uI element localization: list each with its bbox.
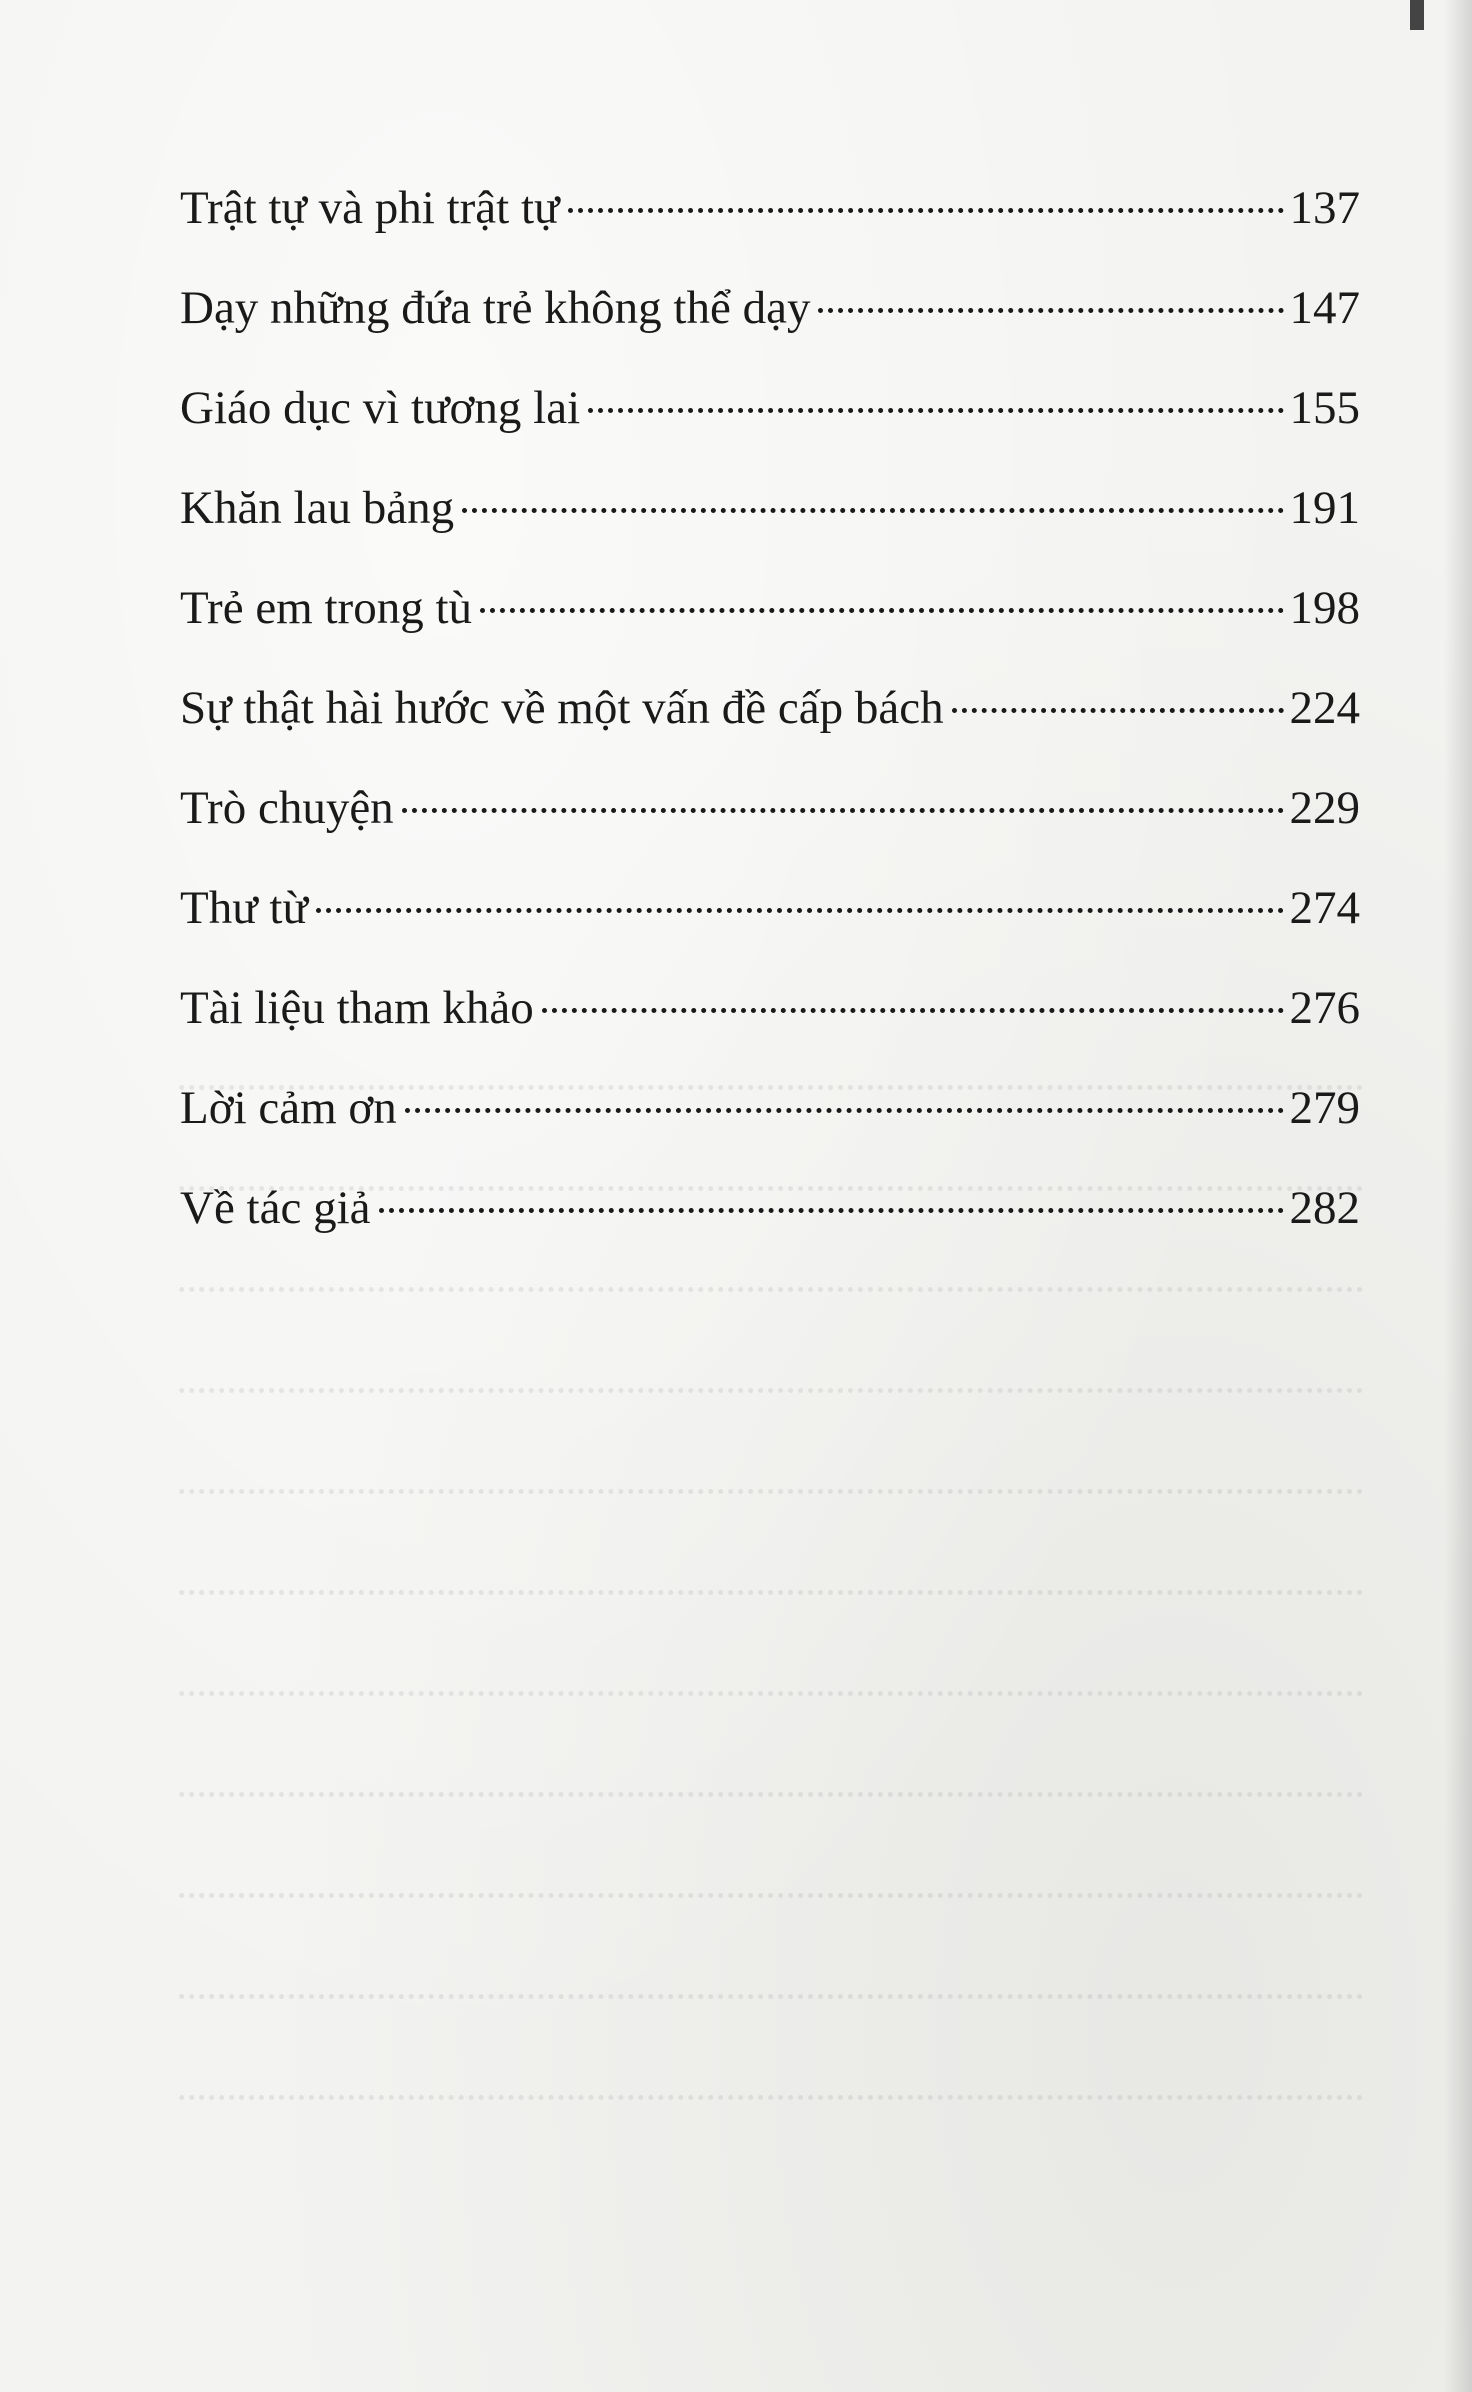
bleed-through-line [170,2105,1370,2206]
toc-leader-dots [379,1208,1284,1213]
toc-entry-page: 198 [1289,582,1360,634]
toc-entry-title: Trẻ em trong tù [180,582,473,634]
toc-entry-page: 137 [1289,182,1360,234]
bleed-through-line [170,1499,1370,1600]
toc-entry-page: 276 [1289,982,1360,1034]
toc-entry [180,158,1360,258]
toc-entry-page: 282 [1289,1182,1360,1234]
toc-leader-dots [462,508,1283,513]
toc-entry [180,558,1360,658]
toc-entry-page: 155 [1289,382,1360,434]
page-edge-shadow [1444,0,1472,2392]
toc-entry-page: 147 [1289,282,1360,334]
toc-entry [180,858,1360,958]
bleed-through-line [170,1398,1370,1499]
toc-entry-title: Lời cảm ơn [180,1082,397,1134]
toc-leader-dots [316,908,1284,913]
toc-entry-page: 229 [1289,782,1360,834]
toc-leader-dots [588,408,1283,413]
bleed-through-line [170,1903,1370,2004]
toc-leader-dots [405,1108,1284,1113]
toc-entry [180,958,1360,1058]
toc-entry-title: Trò chuyện [180,782,394,834]
toc-entry-page: 274 [1289,882,1360,934]
toc-leader-dots [952,708,1284,713]
toc-entry [180,458,1360,558]
toc-leader-dots [402,808,1284,813]
toc-leader-dots [568,208,1284,213]
toc-entry [180,758,1360,858]
table-of-contents [180,158,1360,1258]
bleed-through-line [170,1701,1370,1802]
toc-leader-dots [542,1008,1284,1013]
toc-entry-title: Khăn lau bảng [180,482,455,534]
toc-entry-title: Tài liệu tham khảo [180,982,534,1034]
bleed-through-line [170,1600,1370,1701]
toc-leader-dots [480,608,1283,613]
toc-entry-title: Về tác giả [180,1182,371,1234]
page-edge-mark [1410,0,1424,30]
toc-entry-title: Dạy những đứa trẻ không thể dạy [180,282,811,334]
toc-entry-page: 279 [1289,1082,1360,1134]
toc-entry-page: 191 [1289,482,1360,534]
toc-entry [180,358,1360,458]
bleed-through-lines [170,1095,1370,2206]
toc-entry [180,1058,1360,1158]
bleed-through-line [170,1297,1370,1398]
toc-leader-dots [818,308,1283,313]
toc-entry-title: Trật tự và phi trật tự [180,182,560,234]
toc-entry [180,258,1360,358]
toc-entry-title: Sự thật hài hước về một vấn đề cấp bách [180,682,944,734]
toc-entry-title: Giáo dục vì tương lai [180,382,581,434]
toc-entry [180,1158,1360,1258]
bleed-through-line [170,1802,1370,1903]
bleed-through-line [170,2004,1370,2105]
toc-entry [180,658,1360,758]
toc-entry-page: 224 [1289,682,1360,734]
toc-entry-title: Thư từ [180,882,308,934]
